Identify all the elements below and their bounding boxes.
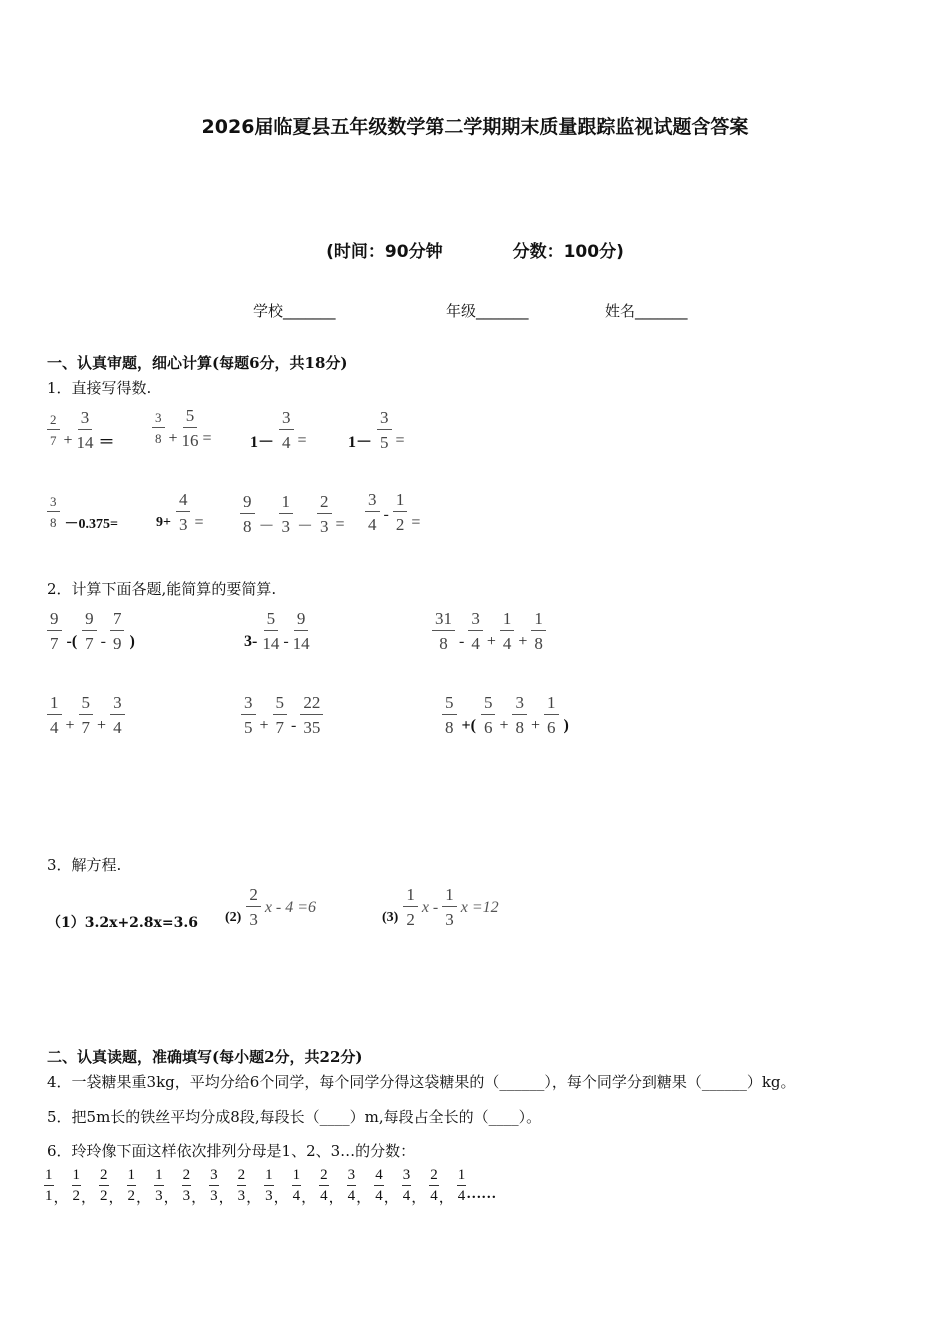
- q1-item-d: 1－ $\frac{3}{5}$ =: [348, 407, 405, 452]
- sequence-fraction: 3 4: [402, 1167, 411, 1204]
- q1-item-f: 9+ $\frac{4}{3}$ =: [156, 490, 204, 534]
- section-1-heading: 一、认真审题，细心计算(每题6分，共18分): [47, 354, 348, 372]
- q1-item-g: $\frac{9}{8}$ － $\frac{1}{3}$ － $\frac{2}{3}$ =: [238, 491, 347, 536]
- sequence-fraction: 1 4: [457, 1167, 466, 1204]
- page-title: 2026届临夏县五年级数学第二学期期末质量跟踪监视试题含答案: [201, 116, 749, 138]
- sequence-separator: ，: [218, 1190, 234, 1206]
- q2-item-d: $\frac{1}{4}$ + $\frac{5}{7}$ + $\frac{3}{4}$: [45, 694, 127, 736]
- sequence-separator: ，: [383, 1190, 399, 1206]
- sequence-fraction: 1 3: [155, 1167, 163, 1204]
- question-4: 4．一袋糖果重3kg，平均分给6个同学，每个同学分得这袋糖果的（______），每个同学分到糖果（______）kg。: [47, 1073, 796, 1091]
- q3-item-c: (3) $\frac{1}{2}$ x - $\frac{1}{3}$ x =12: [382, 885, 499, 929]
- question-2: 2．计算下面各题,能简算的要简算.: [47, 580, 277, 598]
- sequence-separator: ，: [356, 1190, 372, 1206]
- sequence-separator: ，: [301, 1190, 317, 1206]
- question-1: 1．直接写得数.: [47, 379, 152, 397]
- question-6: 6．玲玲像下面这样依次排列分母是1、2、3…的分数：: [47, 1142, 416, 1160]
- sequence-separator: ，: [246, 1190, 262, 1206]
- q1-item-h: $\frac{3}{4}$ - $\frac{1}{2}$ =: [363, 491, 422, 533]
- sequence-separator: ，: [136, 1190, 152, 1206]
- sequence-fraction: 2 2: [100, 1167, 108, 1204]
- sequence-fraction: 2 3: [237, 1167, 246, 1204]
- sequence-fraction: 3 3: [210, 1167, 218, 1204]
- sequence-fraction: 1 2: [127, 1167, 136, 1204]
- sequence-fraction: 1 2: [72, 1167, 81, 1204]
- exam-meta: [0, 237, 950, 262]
- exam-time: (时间：90分钟: [326, 242, 443, 262]
- sequence-separator: ，: [108, 1190, 124, 1206]
- school-field: 学校_______: [253, 302, 336, 320]
- sequence-fraction: 1 4: [292, 1167, 301, 1204]
- q2-item-e: $\frac{3}{5}$ + $\frac{5}{7}$ - $\frac{22}{35}$: [239, 694, 325, 736]
- question-5: 5．把5m长的铁丝平均分成8段,每段长（____）m,每段占全长的（____）。: [47, 1108, 542, 1126]
- q6-fraction-sequence: [44, 1168, 499, 1207]
- sequence-fraction: 4 4: [375, 1167, 383, 1204]
- sequence-separator: ，: [273, 1190, 289, 1206]
- sequence-separator: ，: [438, 1190, 454, 1206]
- q1-item-c: 1－ $\frac{3}{4}$ =: [250, 407, 307, 452]
- sequence-separator: ，: [328, 1190, 344, 1206]
- sequence-fraction: 2 4: [320, 1167, 328, 1204]
- q2-item-f: $\frac{5}{8}$ +( $\frac{5}{6}$ + $\frac{3}{8}$ + $\frac{1}{6}$ ): [440, 694, 572, 736]
- q2-item-b: 3- $\frac{5}{14}$ - $\frac{9}{14}$: [244, 609, 310, 653]
- section-2-heading: 二、认真读题，准确填写(每小题2分，共22分): [47, 1048, 363, 1066]
- q1-item-b: $\frac{3}{8}$ + $\frac{5}{16}$ =: [150, 407, 214, 449]
- sequence-separator: ，: [53, 1190, 69, 1206]
- q3-item-b: (2) $\frac{2}{3}$ x - 4 =6: [225, 885, 317, 929]
- grade-field: 年级_______: [446, 302, 529, 320]
- sequence-separator: ，: [411, 1190, 427, 1206]
- question-3: 3．解方程.: [47, 856, 122, 874]
- q3-item-a: （1）3.2x+2.8x=3.6: [47, 915, 198, 931]
- q1-item-e: $\frac{3}{8}$ －0.375=: [45, 491, 121, 533]
- sequence-fraction: 1 1: [45, 1167, 53, 1204]
- name-field: 姓名_______: [605, 302, 688, 320]
- sequence-separator: ，: [191, 1190, 207, 1206]
- q2-item-c: $\frac{31}{8}$ - $\frac{3}{4}$ + $\frac{1}{4}$ + $\frac{1}{8}$: [430, 610, 548, 652]
- q2-item-a: $\frac{9}{7}$ -( $\frac{9}{7}$ - $\frac{7}{9}$ ): [45, 610, 138, 652]
- q1-item-a: $\frac{2}{7}$ + $\frac{3}{14}$ ＝: [45, 407, 118, 452]
- sequence-separator: ，: [163, 1190, 179, 1206]
- sequence-fraction: 3 4: [347, 1167, 356, 1204]
- sequence-separator: ……: [466, 1186, 497, 1202]
- sequence-separator: ，: [81, 1190, 97, 1206]
- exam-score: 分数：100分): [512, 242, 624, 262]
- sequence-fraction: 1 3: [265, 1167, 273, 1204]
- sequence-fraction: 2 3: [182, 1167, 191, 1204]
- sequence-fraction: 2 4: [430, 1167, 438, 1204]
